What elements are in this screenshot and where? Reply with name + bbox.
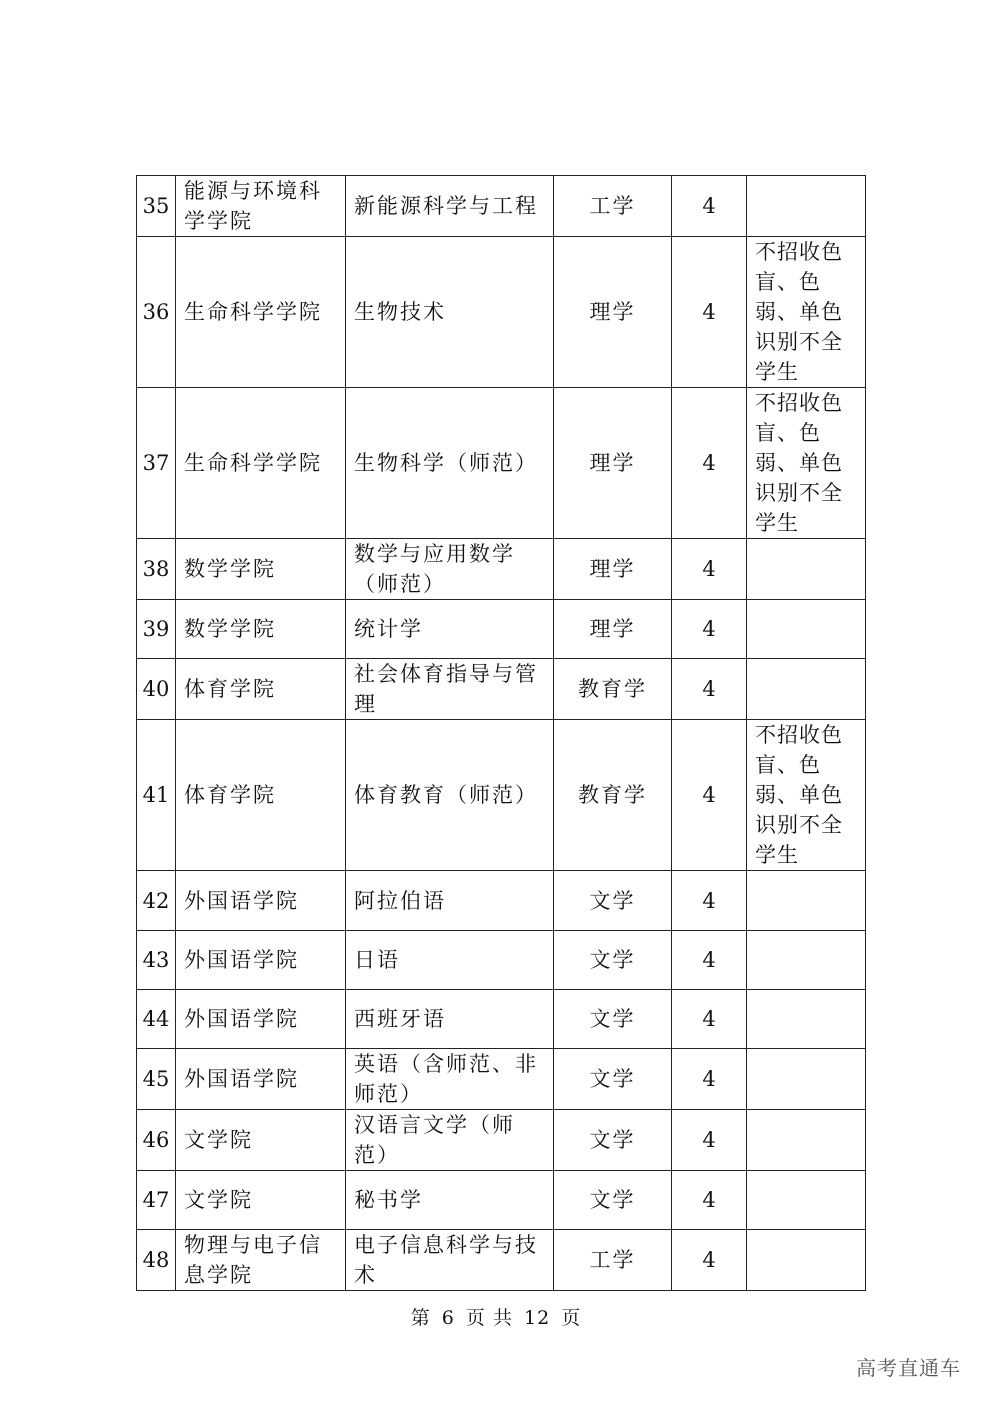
footer-prefix: 第 [410, 1307, 431, 1329]
college-cell: 文学院 [176, 1171, 346, 1230]
category-cell: 文学 [554, 871, 672, 931]
row-number: 35 [137, 176, 176, 237]
major-cell: 西班牙语 [346, 990, 554, 1049]
years-cell: 4 [672, 388, 747, 539]
table-row [137, 990, 866, 1049]
major-cell: 新能源科学与工程 [346, 176, 554, 237]
footer-mid: 页 共 [465, 1307, 513, 1329]
category-cell: 理学 [554, 600, 672, 659]
college-cell: 生命科学学院 [176, 388, 346, 539]
table-row [137, 176, 866, 237]
college-cell: 外国语学院 [176, 990, 346, 1049]
years-cell: 4 [672, 990, 747, 1049]
note-cell [747, 659, 866, 720]
major-cell: 生物技术 [346, 237, 554, 388]
college-cell: 外国语学院 [176, 1049, 346, 1110]
major-cell: 英语（含师范、非师范） [346, 1049, 554, 1110]
row-number: 37 [137, 388, 176, 539]
table-row [137, 1171, 866, 1230]
current-page-number: 6 [441, 1307, 455, 1329]
college-cell: 物理与电子信息学院 [176, 1230, 346, 1291]
years-cell: 4 [672, 1230, 747, 1291]
major-cell: 体育教育（师范） [346, 720, 554, 871]
college-cell: 数学学院 [176, 600, 346, 659]
years-cell: 4 [672, 1049, 747, 1110]
college-cell: 体育学院 [176, 720, 346, 871]
category-cell: 文学 [554, 931, 672, 990]
table-row [137, 720, 866, 871]
table-row [137, 539, 866, 600]
table-row [137, 1110, 866, 1171]
years-cell: 4 [672, 720, 747, 871]
majors-table [136, 175, 866, 1291]
category-cell: 工学 [554, 176, 672, 237]
table-row [137, 237, 866, 388]
years-cell: 4 [672, 237, 747, 388]
note-cell [747, 931, 866, 990]
row-number: 45 [137, 1049, 176, 1110]
major-cell: 数学与应用数学（师范） [346, 539, 554, 600]
major-cell: 电子信息科学与技术 [346, 1230, 554, 1291]
years-cell: 4 [672, 659, 747, 720]
row-number: 44 [137, 990, 176, 1049]
years-cell: 4 [672, 176, 747, 237]
category-cell: 文学 [554, 1171, 672, 1230]
row-number: 38 [137, 539, 176, 600]
note-cell [747, 1049, 866, 1110]
table-row [137, 659, 866, 720]
college-cell: 体育学院 [176, 659, 346, 720]
years-cell: 4 [672, 871, 747, 931]
college-cell: 外国语学院 [176, 871, 346, 931]
note-cell [747, 600, 866, 659]
table-row [137, 931, 866, 990]
note-cell [747, 539, 866, 600]
category-cell: 教育学 [554, 720, 672, 871]
major-cell: 统计学 [346, 600, 554, 659]
majors-table-body [137, 176, 866, 1291]
table-row [137, 388, 866, 539]
college-cell: 生命科学学院 [176, 237, 346, 388]
category-cell: 理学 [554, 237, 672, 388]
category-cell: 教育学 [554, 659, 672, 720]
category-cell: 理学 [554, 388, 672, 539]
note-cell [747, 1110, 866, 1171]
table-row [137, 600, 866, 659]
category-cell: 工学 [554, 1230, 672, 1291]
note-cell [747, 871, 866, 931]
row-number: 47 [137, 1171, 176, 1230]
row-number: 46 [137, 1110, 176, 1171]
category-cell: 文学 [554, 1049, 672, 1110]
note-cell [747, 1230, 866, 1291]
major-cell: 汉语言文学（师范） [346, 1110, 554, 1171]
college-cell: 数学学院 [176, 539, 346, 600]
table-row [137, 1049, 866, 1110]
category-cell: 文学 [554, 990, 672, 1049]
category-cell: 文学 [554, 1110, 672, 1171]
years-cell: 4 [672, 539, 747, 600]
row-number: 42 [137, 871, 176, 931]
major-cell: 社会体育指导与管理 [346, 659, 554, 720]
college-cell: 外国语学院 [176, 931, 346, 990]
college-cell: 文学院 [176, 1110, 346, 1171]
row-number: 43 [137, 931, 176, 990]
row-number: 36 [137, 237, 176, 388]
note-cell [747, 990, 866, 1049]
college-cell: 能源与环境科学学院 [176, 176, 346, 237]
table-row [137, 871, 866, 931]
note-cell: 不招收色盲、色弱、单色识别不全学生 [747, 237, 866, 388]
footer-suffix: 页 [561, 1307, 582, 1329]
row-number: 39 [137, 600, 176, 659]
note-cell [747, 1171, 866, 1230]
total-page-count: 12 [524, 1307, 551, 1329]
row-number: 48 [137, 1230, 176, 1291]
note-cell [747, 176, 866, 237]
major-cell: 生物科学（师范） [346, 388, 554, 539]
years-cell: 4 [672, 931, 747, 990]
major-cell: 阿拉伯语 [346, 871, 554, 931]
watermark-text: 高考直通车 [856, 1356, 961, 1380]
row-number: 41 [137, 720, 176, 871]
row-number: 40 [137, 659, 176, 720]
note-cell: 不招收色盲、色弱、单色识别不全学生 [747, 720, 866, 871]
years-cell: 4 [672, 600, 747, 659]
years-cell: 4 [672, 1110, 747, 1171]
note-cell: 不招收色盲、色弱、单色识别不全学生 [747, 388, 866, 539]
category-cell: 理学 [554, 539, 672, 600]
major-cell: 秘书学 [346, 1171, 554, 1230]
years-cell: 4 [672, 1171, 747, 1230]
page-number-footer [0, 1303, 992, 1330]
major-cell: 日语 [346, 931, 554, 990]
table-row [137, 1230, 866, 1291]
